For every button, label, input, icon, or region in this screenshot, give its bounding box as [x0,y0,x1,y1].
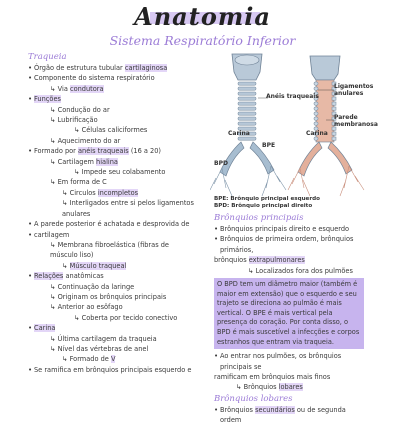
note-text: A parede posterior é achatada e desprovida de [34,220,190,229]
note-line [28,354,198,364]
note-line [28,344,198,354]
note-line [28,177,198,187]
note-text: Brônquios lobares [214,393,293,404]
highlighted-term: hialina [96,157,118,166]
note-line [214,224,364,234]
note-line [28,209,198,219]
highlighted-term: extrapulmonares [248,256,305,265]
tracheal-ring [314,87,318,90]
note-text: O BPD tem um diâmetro maior (também é maior em extensão) que o esquerdo e seu trajeto se direciona ao pulmão é mais vertical. O BPE é mais vertical pela presença do coração. Por conta disso, o BPD é mais suscetível a infecções e corpos estranhos que entram via traqueia. [217,280,360,346]
note-text: ↳ Nível das vértebras de anel [50,344,149,353]
label-bpd: BPD [214,160,228,167]
highlighted-term: Carina [34,324,56,333]
note-line [214,405,364,426]
note-line [28,282,198,292]
label-ligamentos-anulares: Ligamentos anulares [334,83,374,97]
tracheal-ring [332,137,336,140]
note-text: Brônquios de primeira ordem, brônquios primários, [220,235,354,254]
tracheal-ring [332,102,336,105]
note-line [28,73,198,83]
note-line [28,323,198,333]
highlight-box [214,278,364,349]
note-text: ↳ Cartilagem [50,157,97,166]
label-aneis-traqueais: Anéis traqueais [266,93,319,100]
note-line [28,63,198,73]
note-line [214,372,364,382]
highlighted-term: cartilaginosa [124,64,168,72]
tracheal-ring [238,122,256,125]
note-text: anulares [62,209,91,218]
note-line [28,334,198,344]
figure-legend [214,196,320,209]
note-line [28,313,198,323]
note-line [28,167,198,177]
legend-bpd: BPD: Brônquio principal direito [214,202,313,209]
tracheal-ring [314,82,318,85]
right-notes-column [214,212,364,426]
tracheal-ring [238,117,256,120]
tracheal-ring [314,107,318,110]
note-text: ↳ Condução do ar [50,105,110,114]
note-text: ↳ Via [50,84,70,93]
highlighted-term: Funções [34,95,61,104]
note-line [28,271,198,281]
note-line [214,234,364,255]
tracheal-ring [314,117,318,120]
note-line [28,94,198,104]
note-text: ↳ Continuação da laringe [50,282,135,291]
note-line [28,198,198,208]
tracheal-ring [238,102,256,105]
note-line [28,105,198,115]
note-line [28,302,198,312]
highlighted-term: incompletos [97,188,139,197]
section-heading [214,393,364,405]
note-text: Se ramifica em brônquios principais esquerdo e [34,365,192,374]
highlighted-term: lobares [278,383,303,392]
highlighted-term: Músculo traqueal [69,261,127,270]
note-line [28,136,198,146]
label-parede-membranosa: Parede membranosa [334,114,378,128]
note-line [28,365,198,375]
note-line [28,157,198,167]
note-line [28,188,198,198]
tracheal-ring [238,92,256,95]
note-text: ↳ Anterior ao esôfago [50,303,123,312]
trachea-illustration [210,50,378,210]
tracheal-ring [238,137,256,140]
note-line [214,266,364,276]
note-text: ↳ Formado de [62,355,111,364]
note-line [28,230,198,240]
note-text: ↳ Circulos [62,188,98,197]
note-text: Componente do sistema respiratório [34,74,155,83]
note-line [214,351,364,372]
note-line [28,146,198,156]
note-text: ↳ [62,261,70,270]
tracheal-ring [238,82,256,85]
note-text: ↳ Aquecimento do ar [50,136,121,145]
tracheal-ring [332,132,336,135]
note-text: Brônquios principais [214,213,304,223]
tracheal-ring [332,107,336,110]
note-text: ↳ Originam os brônquios principais [50,292,167,301]
note-text: ↳ Lubrificação [50,116,98,125]
note-line [214,255,364,265]
note-line [28,292,198,302]
section-heading [28,51,198,63]
label-carina-right: Carina [306,130,328,137]
left-notes-column [28,51,198,375]
tracheal-ring [314,112,318,115]
note-text: ramificam em brônquios mais finos [214,373,331,381]
section-heading [214,212,364,224]
highlighted-term: secundários [255,405,295,414]
legend-bpe: BPE: Brônquio principal esquerdo [214,196,320,202]
note-line [28,240,198,261]
highlighted-term: condutora [69,84,104,93]
note-text-after: (16 a 20) [128,147,161,156]
tracheal-ring [314,122,318,125]
page-subtitle: Sistema Respiratório Inferior [109,33,296,48]
note-text: Órgão de estrutura tubular [34,64,125,72]
note-text: ↳ Coberta por tecido conectivo [74,313,178,322]
page-title: Anatomia [134,2,271,31]
note-text: ↳ Impede seu colabamento [74,168,166,177]
tracheal-ring [238,87,256,90]
label-bpe: BPE [262,142,276,149]
note-text: ↳ Última cartilagem da traqueia [50,334,157,343]
note-line [28,115,198,125]
note-line [214,382,364,392]
note-text: Ao entrar nos pulmões, os brônquios principais se [220,352,342,371]
highlighted-term: V [110,355,116,364]
note-line [28,125,198,135]
tracheal-ring [238,97,256,100]
tracheal-ring [314,137,318,140]
highlighted-term: anéis traqueais [78,147,129,156]
tracheal-ring [314,102,318,105]
note-text: Brônquios [220,405,256,414]
note-text: cartilagem [34,230,70,239]
tracheal-ring [332,97,336,100]
note-text: ↳ Localizados fora dos pulmões [248,266,353,275]
note-text: ↳ Interligados entre si pelos ligamentos [62,199,194,208]
note-text-after: ou de segunda ordem [220,405,346,425]
tracheal-ring [238,107,256,110]
note-text: Traqueia [28,52,67,62]
note-line [28,261,198,271]
note-text: ↳ Membrana fibroelástica (fibras de músculo liso) [50,240,169,260]
note-text: ↳ Em forma de C [50,178,107,187]
label-carina-left: Carina [228,130,250,137]
note-text: brônquios [214,256,249,265]
note-line [28,219,198,229]
tracheal-ring [238,112,256,115]
note-text: Brônquios principais direito e esquerdo [220,225,350,233]
note-text: ↳ Brônquios [236,383,279,392]
note-text-after: anatômicas [63,272,104,281]
highlighted-term: Relações [34,272,64,281]
note-line [28,84,198,94]
note-text: ↳ Células caliciformes [74,126,148,135]
note-text: Formado por [34,147,78,156]
